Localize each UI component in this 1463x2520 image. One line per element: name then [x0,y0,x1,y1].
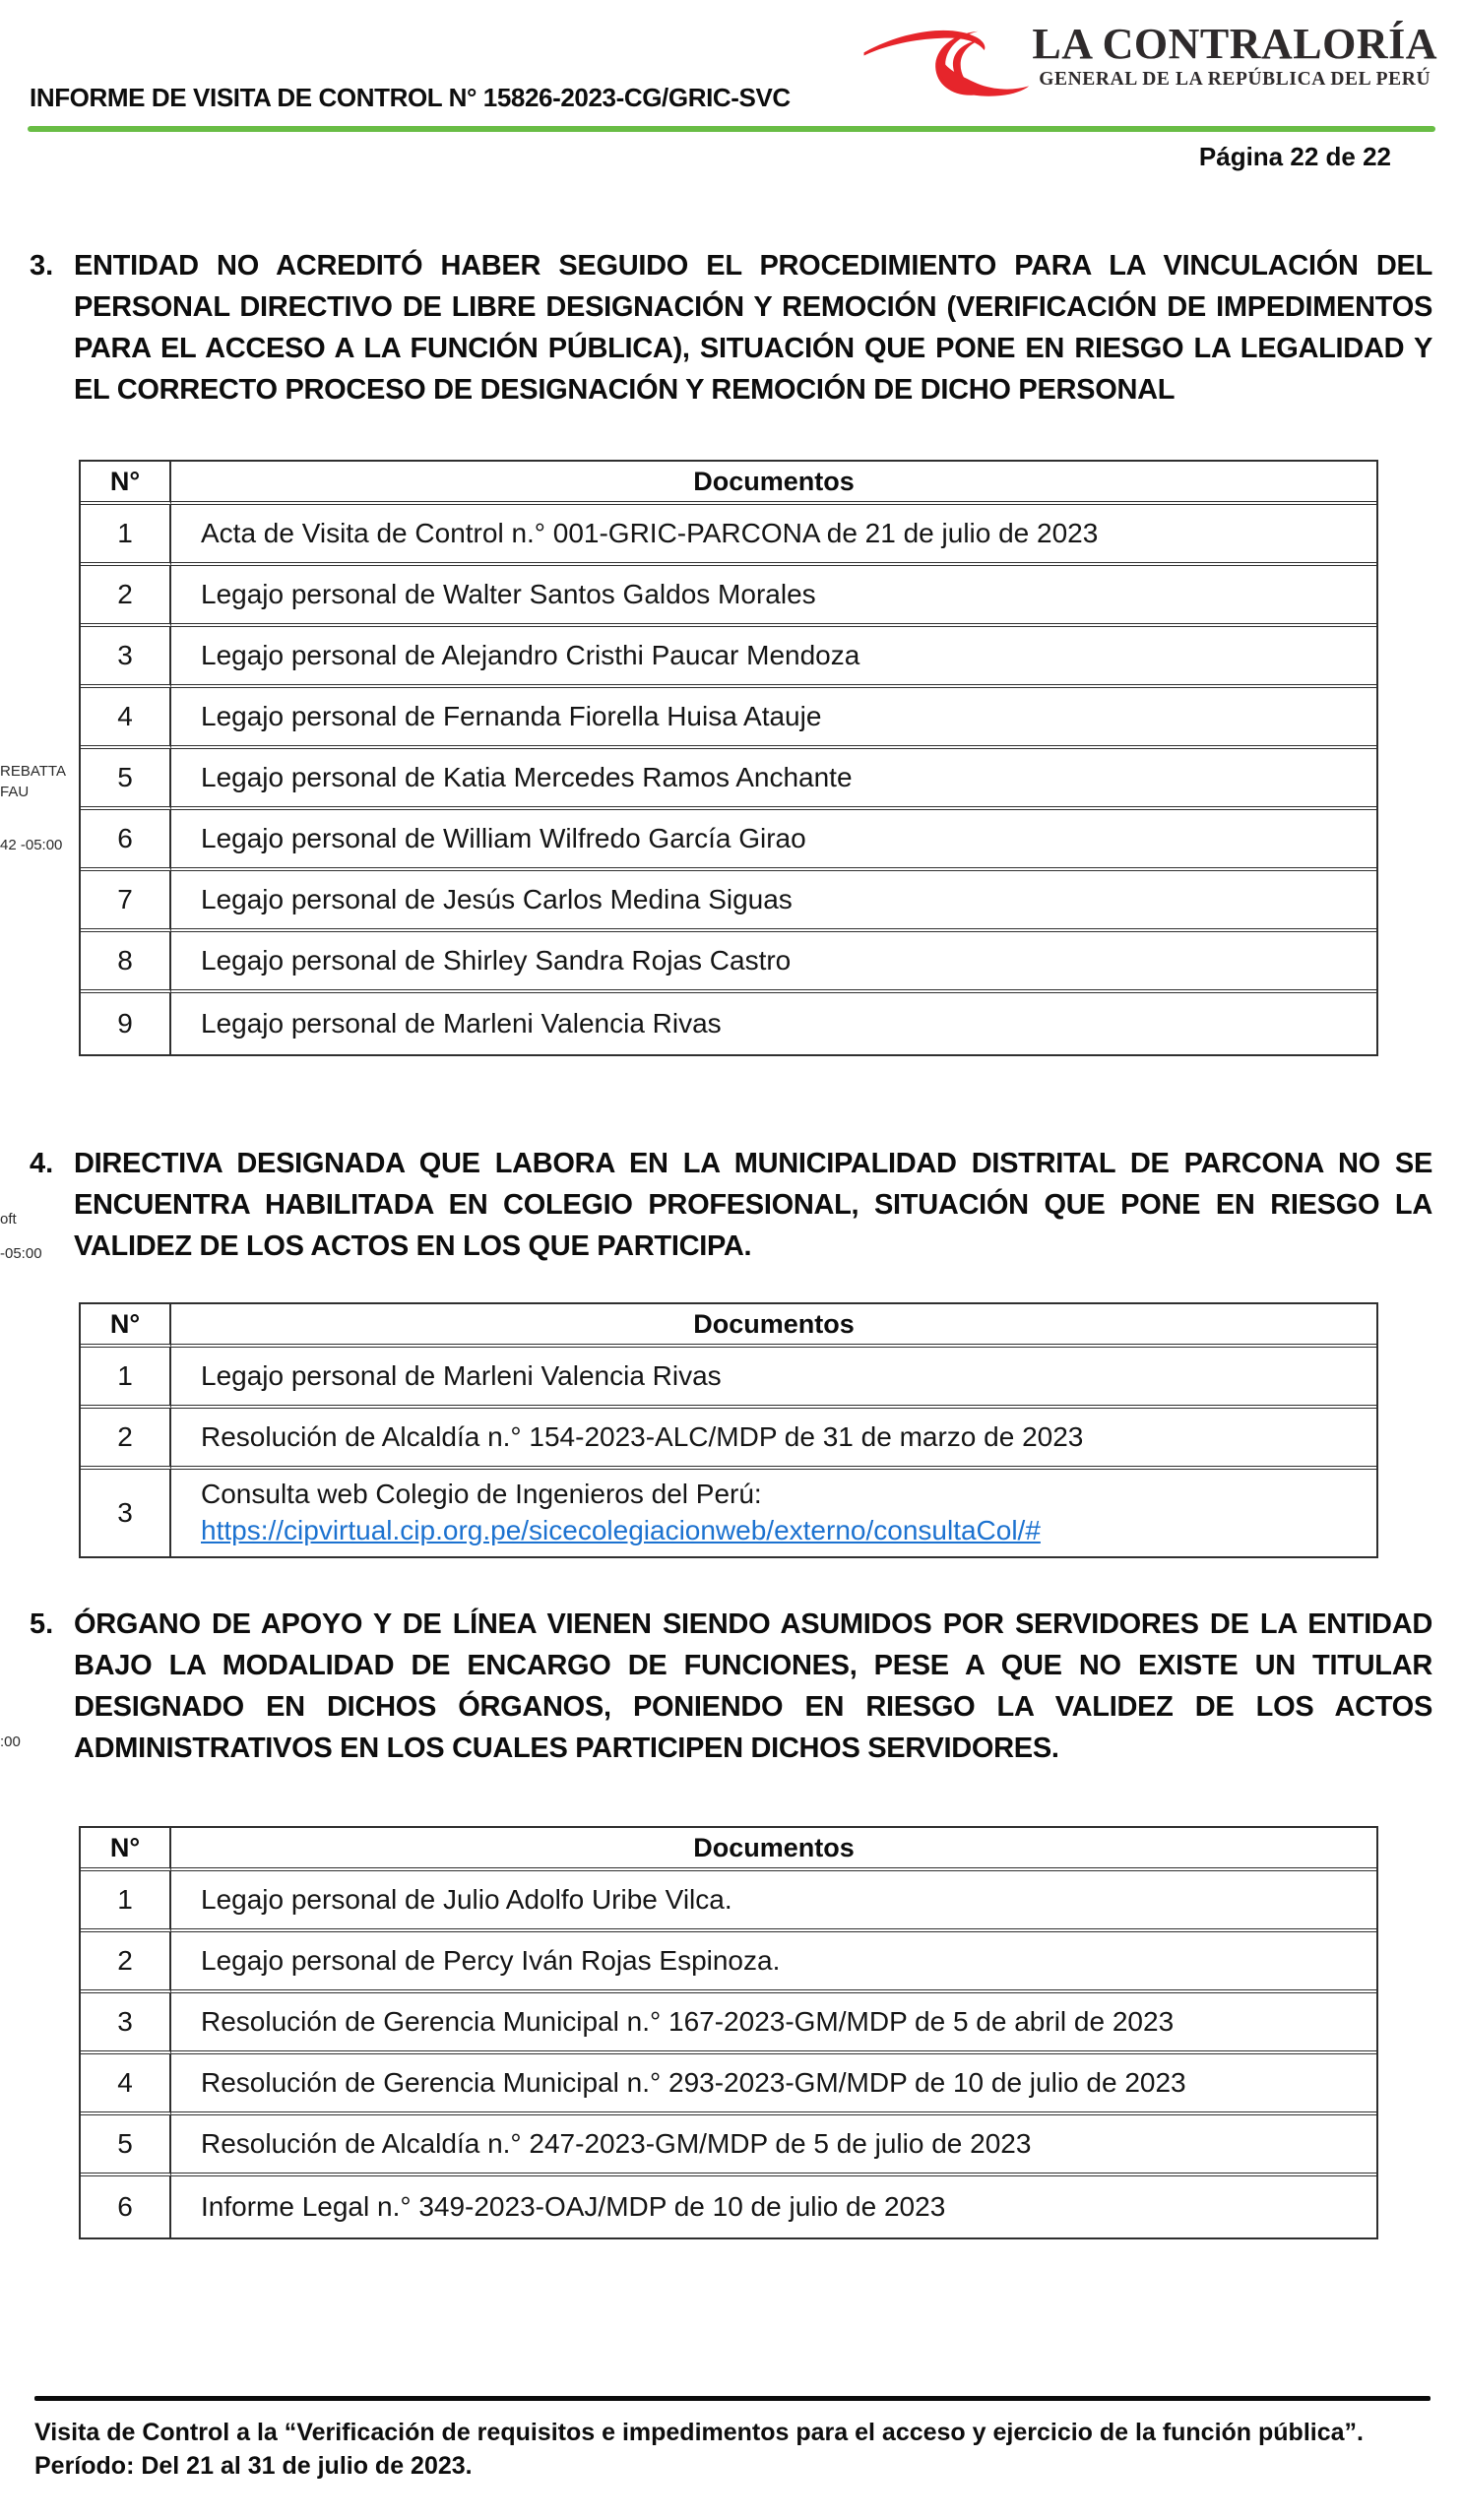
finding-section-4 [0,1143,1463,1558]
table-row [81,627,1376,688]
document-cell: Legajo personal de Katia Mercedes Ramos Anchante [171,749,1376,810]
document-cell: Legajo personal de Marleni Valencia Rivas [201,1008,722,1039]
report-title: INFORME DE VISITA DE CONTROL N° 15826-2023-CG/GRIC-SVC [30,83,791,112]
table-row [81,932,1376,993]
signature-remnant-text: -05:00 [0,1245,42,1262]
finding-heading-block [0,245,1463,410]
contraloria-swoosh-icon [862,12,1030,102]
finding-heading: ENTIDAD NO ACREDITÓ HABER SEGUIDO EL PROCEDIMIENTO PARA LA VINCULACIÓN DEL PERSONAL DIRECTIVO DE LIBRE DESIGNACIÓN Y REMOCIÓN (VERIFICACIÓN DE IMPEDIMENTOS PARA EL ACCESO A LA FUNCIÓN PÚBLICA), SITUACIÓN QUE PONE EN RIESGO LA LEGALIDAD Y EL CORRECTO PROCESO DE DESIGNACIÓN Y REMOCIÓN DE DICHO PERSONAL [74,250,1432,406]
table-row [81,993,1376,1054]
signature-remnant-text: 42 -05:00 [0,837,63,853]
table-row [81,871,1376,932]
column-header-number: N° [81,1828,171,1871]
column-header-documents: Documentos [171,1828,1376,1871]
signature-remnant-text: REBATTA [0,763,66,780]
document-cell: Legajo personal de Percy Iván Rojas Espinoza. [171,1932,1376,1993]
row-number-cell: 3 [81,627,171,688]
page-number-indicator: Página 22 de 22 [1198,142,1391,171]
row-number-cell: 2 [81,1932,171,1993]
document-cell: Legajo personal de William Wilfredo García Girao [171,810,1376,871]
table-row [81,2054,1376,2115]
page-footer [34,2396,1432,2483]
table-row [81,1348,1376,1409]
documents-table [79,1826,1378,2239]
page-header [0,0,1463,126]
findings-container [0,245,1463,2239]
table-row [81,810,1376,871]
finding-section-5 [0,1604,1463,2239]
table-row [81,749,1376,810]
table-row [81,1993,1376,2054]
footer-rule [34,2396,1431,2401]
document-cell: Acta de Visita de Control n.° 001-GRIC-PARCONA de 21 de julio de 2023 [171,505,1376,566]
document-cell: Resolución de Alcaldía n.° 154-2023-ALC/MDP de 31 de marzo de 2023 [171,1409,1376,1470]
row-number-cell: 6 [81,810,171,871]
signature-remnant-text: FAU [0,784,30,800]
row-number-cell: 5 [81,2115,171,2176]
document-cell: Legajo personal de Marleni Valencia Rivas [171,1348,1376,1409]
logo-subtitle: GENERAL DE LA REPÚBLICA DEL PERÚ [1039,69,1431,90]
row-number-cell: 2 [81,1409,171,1470]
document-cell [171,1470,1376,1556]
row-number-cell: 6 [81,2176,171,2237]
finding-heading: ÓRGANO DE APOYO Y DE LÍNEA VIENEN SIENDO ASUMIDOS POR SERVIDORES DE LA ENTIDAD BAJO LA MODALIDAD DE ENCARGO DE FUNCIONES, PESE A QUE NO EXISTE UN TITULAR DESIGNADO EN DICHOS ÓRGANOS, PONIENDO EN RIESGO LA VALIDEZ DE LOS ACTOS ADMINISTRATIVOS EN LOS CUALES PARTICIPEN DICHOS SERVIDORES. [74,1608,1432,1764]
row-number-cell: 4 [81,688,171,749]
table-row [81,1409,1376,1470]
table-header-row [81,1828,1376,1871]
row-number-cell: 2 [81,566,171,627]
column-header-documents: Documentos [171,1304,1376,1348]
footer-period: Período: Del 21 al 31 de julio de 2023. [34,2452,473,2480]
row-number-cell: 1 [81,1871,171,1932]
row-number-cell: 4 [81,2054,171,2115]
table-row [81,2176,1376,2237]
row-number-cell: 7 [81,871,171,932]
document-cell: Resolución de Gerencia Municipal n.° 293-2023-GM/MDP de 10 de julio de 2023 [171,2054,1376,2115]
table-row [81,566,1376,627]
row-number-cell: 5 [81,749,171,810]
finding-heading-block [0,1604,1463,1769]
column-header-number: N° [81,462,171,505]
row-number-cell: 8 [81,932,171,993]
finding-heading-block [0,1143,1463,1267]
finding-number: 3. [30,250,54,282]
header-green-rule [28,126,1435,132]
document-text: Consulta web Colegio de Ingenieros del Perú: [201,1479,762,1509]
document-cell: Informe Legal n.° 349-2023-OAJ/MDP de 10 de julio de 2023 [201,2191,946,2222]
signature-remnant-text: oft [0,1211,17,1228]
footer-visit-description: Visita de Control a la “Verificación de requisitos e impedimentos para el acceso y ejercicio de la función pública”. [34,2419,1364,2446]
table-row [81,2115,1376,2176]
documents-table [79,460,1378,1056]
column-header-documents: Documentos [171,462,1376,505]
row-number-cell: 1 [81,1348,171,1409]
logo-title: LA CONTRALORÍA [1032,20,1437,68]
table-row [81,688,1376,749]
row-number-cell: 3 [81,1993,171,2054]
table-row [81,1871,1376,1932]
table-row [81,1932,1376,1993]
document-cell: Resolución de Alcaldía n.° 247-2023-GM/MDP de 5 de julio de 2023 [171,2115,1376,2176]
signature-remnant-text: :00 [0,1733,21,1750]
table-header-row [81,1304,1376,1348]
finding-number: 4. [30,1148,54,1179]
finding-number: 5. [30,1608,54,1640]
column-header-number: N° [81,1304,171,1348]
document-cell: Resolución de Gerencia Municipal n.° 167-2023-GM/MDP de 5 de abril de 2023 [171,1993,1376,2054]
document-cell: Legajo personal de Shirley Sandra Rojas Castro [171,932,1376,993]
document-cell: Legajo personal de Walter Santos Galdos Morales [171,566,1376,627]
table-row [81,505,1376,566]
documents-table [79,1302,1378,1558]
contraloria-logo [862,12,1437,102]
document-cell: Legajo personal de Fernanda Fiorella Huisa Atauje [171,688,1376,749]
finding-heading: DIRECTIVA DESIGNADA QUE LABORA EN LA MUNICIPALIDAD DISTRITAL DE PARCONA NO SE ENCUENTRA HABILITADA EN COLEGIO PROFESIONAL, SITUACIÓN QUE PONE EN RIESGO LA VALIDEZ DE LOS ACTOS EN LOS QUE PARTICIPA. [74,1148,1432,1262]
document-cell: Legajo personal de Alejandro Cristhi Paucar Mendoza [171,627,1376,688]
table-row [81,1470,1376,1556]
contraloria-logo-text [1032,12,1437,91]
row-number-cell: 1 [81,505,171,566]
document-cell: Legajo personal de Jesús Carlos Medina Siguas [171,871,1376,932]
row-number-cell: 9 [81,993,171,1054]
document-cell: Legajo personal de Julio Adolfo Uribe Vilca. [171,1871,1376,1932]
row-number-cell: 3 [81,1470,171,1556]
finding-section-3 [0,245,1463,1056]
document-link[interactable]: https://cipvirtual.cip.org.pe/sicecolegiacionweb/externo/consultaCol/# [201,1515,1041,1545]
table-header-row [81,462,1376,505]
